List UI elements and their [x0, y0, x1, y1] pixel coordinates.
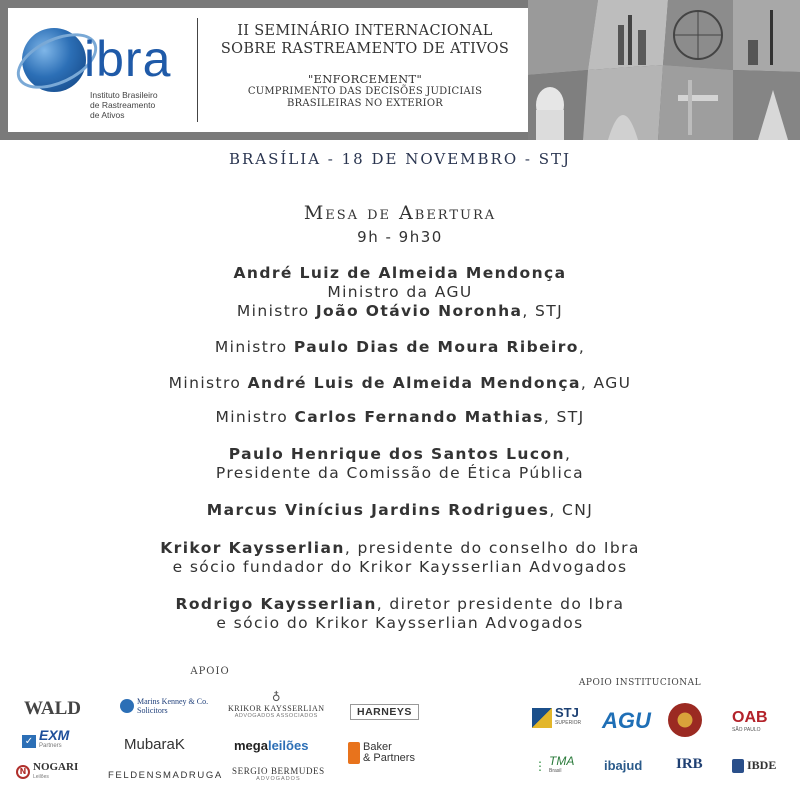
ibde-logo: IBDE [732, 758, 776, 773]
ibde-emblem-icon [732, 759, 744, 773]
mubarak-logo: MubaraK [124, 736, 185, 753]
speaker-entry-8: Rodrigo Kaysserlian, diretor presidente do Ibra e sócio do Krikor Kaysserlian Advogados [0, 595, 800, 633]
tma-emblem-icon: ⋮ [534, 759, 546, 773]
marins-emblem-icon [120, 699, 134, 713]
speaker-name: André Luis de Almeida Mendonça [247, 374, 581, 392]
speaker-entry-2: Ministro Paulo Dias de Moura Ribeiro, [214, 338, 586, 356]
seal-emblem-icon [668, 703, 702, 737]
speaker-name: João Otávio Noronha [315, 302, 523, 320]
title-line-2: SOBRE RASTREAMENTO DE ATIVOS [220, 41, 510, 57]
speaker-name: Marcus Vinícius Jardins Rodrigues [206, 501, 550, 519]
seminar-title [200, 22, 530, 110]
seal-logo [668, 703, 702, 737]
feldens-madruga-logo: FELDENSMADRUGA [108, 770, 223, 781]
event-date-location: BRASÍLIA - 18 DE NOVEMBRO - STJ [228, 150, 572, 168]
nogari-emblem-icon: N [16, 765, 30, 779]
speaker-name: Rodrigo Kaysserlian [175, 595, 377, 613]
speaker-role: e sócio fundador do Krikor Kaysserlian Advogados [172, 558, 628, 576]
ibajud-logo: ibajud [604, 758, 643, 773]
speaker-name: Paulo Dias de Moura Ribeiro [293, 338, 579, 356]
speaker-entry-4: Ministro Carlos Fernando Mathias, STJ [215, 408, 585, 426]
baker-partners-logo: Baker & Partners [348, 742, 415, 764]
nogari-leiloes-logo: N NOGARI Leilões [16, 762, 78, 782]
session-time: 9h - 9h30 [357, 228, 443, 246]
speaker-name: Krikor Kaysserlian [160, 539, 345, 557]
enforcement-subtitle: "ENFORCEMENT" [307, 72, 423, 86]
check-icon: ✓ [22, 735, 36, 748]
oab-sp-logo: OAB SÃO PAULO [732, 709, 768, 733]
subtitle-line-2: BRASILEIRAS NO EXTERIOR [287, 98, 443, 109]
institutional-support-heading: APOIO INSTITUCIONAL [578, 678, 702, 688]
speaker-entry-1: André Luiz de Almeida Mendonça Ministro da AGU Ministro João Otávio Noronha, STJ [0, 264, 800, 321]
agu-logo: AGU [602, 708, 651, 733]
speaker-role: Presidente da Comissão de Ética Pública [215, 464, 585, 482]
mega-leiloes-logo: mega leilões [234, 738, 309, 753]
city-photo-collage [528, 0, 800, 140]
wald-logo: WALD [24, 698, 82, 719]
speaker-entry-5: Paulo Henrique dos Santos Lucon, Presidente da Comissão de Ética Pública [0, 445, 800, 483]
session-title: Mesa de Abertura [303, 202, 497, 224]
baker-emblem-icon [348, 742, 360, 764]
speaker-name: André Luiz de Almeida Mendonça [233, 264, 567, 282]
speaker-entry-6: Marcus Vinícius Jardins Rodrigues, CNJ [206, 501, 594, 519]
logo-wordmark: ibra [84, 31, 172, 87]
header-banner [0, 0, 800, 140]
stj-logo: STJ SUPERIOR [532, 708, 581, 728]
logo-subtitle: Instituto Brasileiro de Rastreamento de Ativos [90, 90, 158, 120]
speaker-role: Ministro da AGU [327, 283, 473, 301]
sponsors-heading: APOIO [190, 666, 230, 677]
speaker-entry-3: Ministro André Luis de Almeida Mendonça, AGU [168, 374, 632, 392]
tma-brasil-logo: ⋮ TMA Brasil [534, 754, 575, 774]
ibra-logo [20, 24, 190, 124]
stj-emblem-icon [532, 708, 552, 728]
irb-logo: IRB [676, 756, 703, 772]
harneys-logo: HARNEYS [350, 704, 419, 720]
sergio-bermudes-logo: SERGIO BERMUDES ADVOGADOS [232, 766, 325, 782]
subtitle-line-1: CUMPRIMENTO DAS DECISÕES JUDICIAIS [247, 86, 483, 97]
speaker-name: Paulo Henrique dos Santos Lucon [228, 445, 565, 463]
header-divider [197, 18, 198, 122]
title-line-1: II SEMINÁRIO INTERNACIONAL [237, 23, 493, 39]
speaker-name: Carlos Fernando Mathias [294, 408, 544, 426]
krikor-kaysserlian-logo: ♁ KRIKOR KAYSSERLIAN ADVOGADOS ASSOCIADOS [228, 690, 325, 719]
exm-partners-logo: ✓ EXM Partners [22, 730, 69, 752]
marins-kenney-logo: Marins Kenney & Co. Solicitors [120, 697, 208, 715]
krikor-emblem-icon: ♁ [271, 690, 281, 704]
speaker-entry-7: Krikor Kaysserlian, presidente do conselho do Ibra e sócio fundador do Krikor Kaysserlian Advogados [0, 539, 800, 577]
speaker-role: e sócio do Krikor Kaysserlian Advogados [216, 614, 584, 632]
